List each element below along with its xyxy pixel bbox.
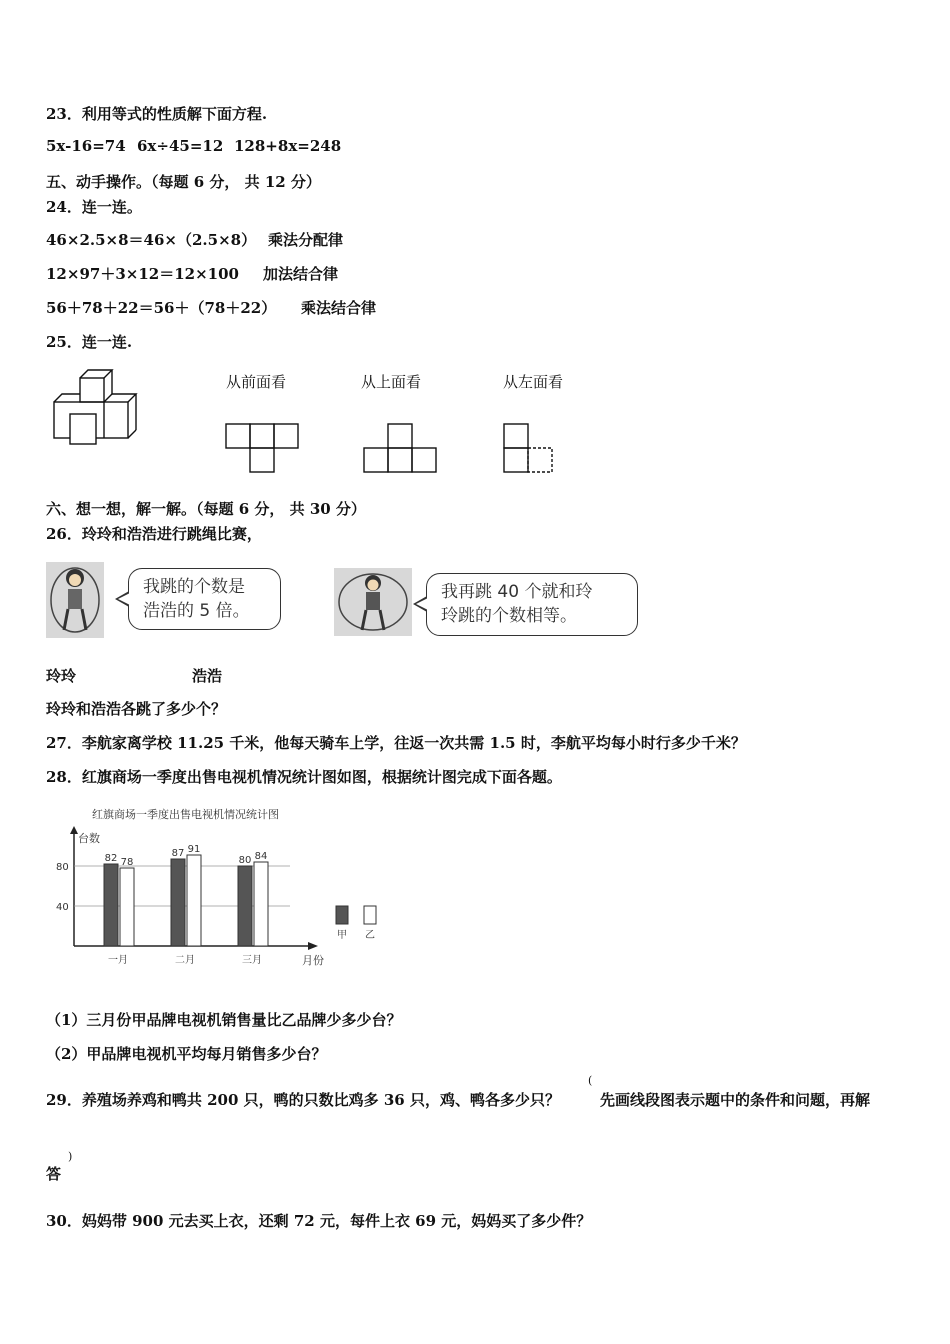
view-label-left: 从左面看 [503, 373, 564, 391]
name-haohao: 浩浩 [192, 667, 223, 685]
q24-law-3: 乘法结合律 [301, 299, 377, 317]
data-label: 82 [104, 853, 118, 864]
speech-bubble-linling [128, 568, 281, 630]
q30-text: 30．妈妈带 900 元去买上衣，还剩 72 元，每件上衣 69 元，妈妈买了多少件？ [46, 1212, 592, 1230]
front-view-figure [224, 422, 304, 476]
bar-甲-一月 [104, 864, 118, 946]
chart-xlabel: 月份 [302, 954, 324, 967]
q26-title: 26．玲玲和浩浩进行跳绳比赛， [46, 525, 262, 543]
data-label: 87 [171, 848, 185, 859]
name-linling: 玲玲 [46, 667, 77, 685]
bar-甲-二月 [171, 859, 185, 946]
girl-icon [46, 562, 104, 638]
q24-law-1: 乘法分配律 [268, 231, 344, 249]
legend-swatch-甲 [336, 906, 348, 924]
speech-bubble-haohao [426, 573, 638, 636]
x-tick-label: 三月 [242, 955, 262, 966]
q24-expr-3: 56＋78＋22＝56＋（78＋22） [46, 299, 277, 317]
data-label: 84 [254, 851, 268, 862]
legend-label: 甲 [337, 930, 347, 941]
girl-jumping-rope-illustration [46, 562, 104, 638]
q23-title: 23．利用等式的性质解下面方程. [46, 105, 268, 123]
x-axis-arrow [308, 942, 318, 950]
q29-text: 29．养殖场养鸡和鸭共 200 只，鸭的只数比鸡多 36 只，鸡、鸭各多少只？ [46, 1091, 560, 1109]
q24-expr-1: 46×2.5×8＝46×（2.5×8） [46, 231, 257, 249]
section5-title: 五、动手操作。（每题 6 分， 共 12 分） [46, 173, 321, 191]
bubble1-line1: 我跳的个数是 [143, 577, 245, 597]
bubble1-line2: 浩浩的 5 倍。 [143, 601, 250, 621]
legend-label: 乙 [365, 930, 375, 941]
bubble2-line2: 玲跳的个数相等。 [441, 606, 577, 626]
q29-hint: 先画线段图表示题中的条件和问题，再解 [600, 1091, 871, 1109]
q25-title: 25．连一连. [46, 333, 133, 351]
bar-甲-三月 [238, 866, 252, 946]
view-label-top: 从上面看 [361, 373, 422, 391]
bar-乙-三月 [254, 862, 268, 946]
data-label: 91 [187, 844, 201, 855]
q28-title: 28．红旗商场一季度出售电视机情况统计图如图，根据统计图完成下面各题。 [46, 768, 562, 786]
q23-equation-2: 6x÷45=12 [137, 137, 224, 155]
boy-jumping-rope-illustration [334, 568, 412, 636]
section6-title: 六、想一想，解一解。（每题 6 分， 共 30 分） [46, 500, 366, 518]
q28-sub2: （2）甲品牌电视机平均每月销售多少台？ [46, 1045, 327, 1063]
cube-solid-figure [50, 368, 150, 446]
q23-equation-1: 5x-16=74 [46, 137, 126, 155]
top-view-figure [362, 422, 442, 476]
x-tick-label: 二月 [175, 955, 195, 966]
data-label: 78 [120, 857, 134, 868]
bar-乙-二月 [187, 855, 201, 946]
q26-question: 玲玲和浩浩各跳了多少个？ [46, 700, 227, 718]
tv-sales-bar-chart [46, 800, 406, 980]
boy-icon [334, 568, 412, 636]
chart-title: 红旗商场一季度出售电视机情况统计图 [92, 808, 279, 821]
q29-close-paren: ) [68, 1150, 73, 1163]
data-label: 80 [238, 855, 252, 866]
view-label-front: 从前面看 [226, 373, 287, 391]
legend-swatch-乙 [364, 906, 376, 924]
y-tick-label: 40 [56, 902, 69, 913]
q24-expr-2: 12×97＋3×12＝12×100 [46, 265, 239, 283]
q24-title: 24．连一连。 [46, 198, 142, 216]
q23-equation-3: 128+8x=248 [234, 137, 342, 155]
y-axis-arrow [70, 826, 78, 834]
bar-乙-一月 [120, 868, 134, 946]
q29-hint-end: 答 [46, 1165, 62, 1183]
left-view-figure [502, 422, 556, 476]
q24-law-2: 加法结合律 [263, 265, 339, 283]
q27-text: 27．李航家离学校 11.25 千米，他每天骑车上学，往返一次共需 1.5 时，李航平均每小时行多少千米？ [46, 734, 746, 752]
q29-open-paren: ( [588, 1074, 593, 1087]
bubble2-line1: 我再跳 40 个就和玲 [441, 582, 593, 602]
q28-sub1: （1）三月份甲品牌电视机销售量比乙品牌少多少台？ [46, 1011, 402, 1029]
y-tick-label: 80 [56, 862, 69, 873]
x-tick-label: 一月 [108, 955, 128, 966]
chart-ylabel: 台数 [78, 832, 100, 845]
